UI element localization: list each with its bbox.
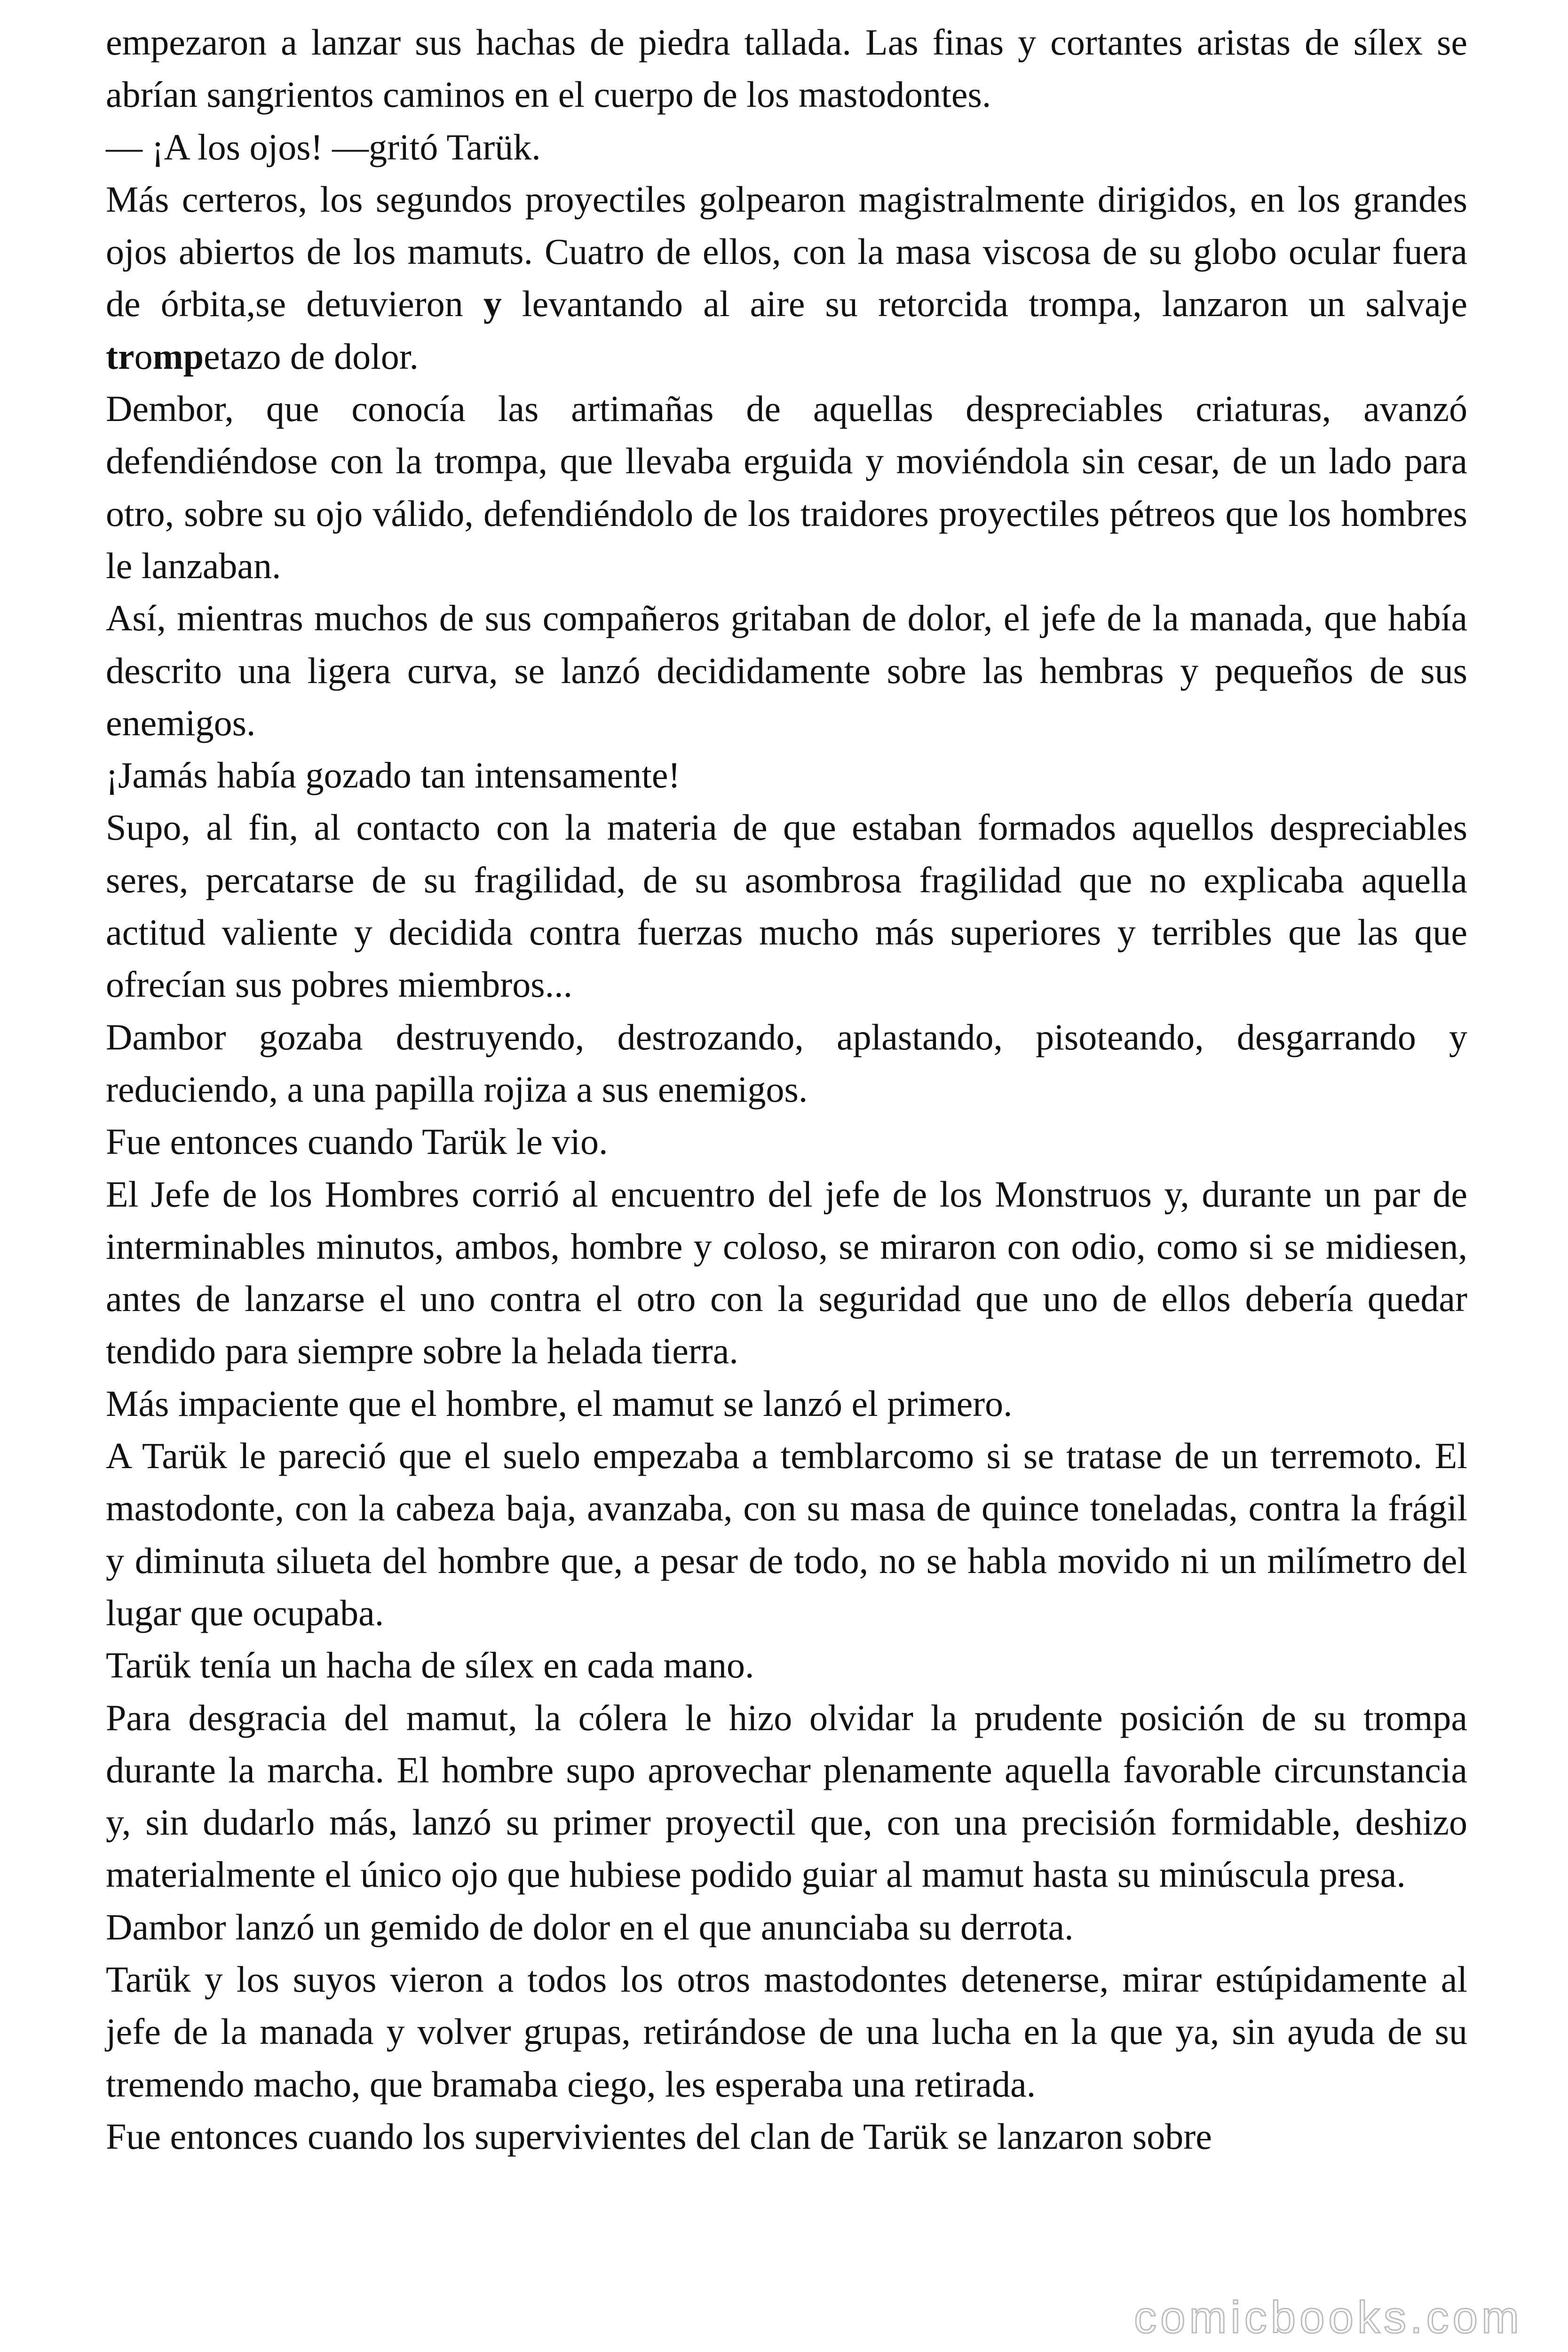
paragraph — [106, 2110, 1467, 2162]
text-segment: Más impaciente que el hombre, el mamut se lanzó el primero. — [106, 1383, 1013, 1424]
text-segment: Dambor lanzó un gemido de dolor en el que anunciaba su derrota. — [106, 1906, 1074, 1947]
bold-text-segment: mp — [152, 335, 204, 377]
bold-text-segment: y — [483, 283, 502, 325]
text-segment: Dambor gozaba destruyendo, destrozando, aplastando, pisoteando, desgarrando y reduciendo, a una papilla rojiza a sus enemigos. — [106, 1016, 1467, 1110]
paragraph — [106, 801, 1467, 1010]
text-segment: Para desgracia del mamut, la cólera le hizo olvidar la prudente posición de su trompa durante la marcha. El hombre supo aprovechar plenamente aquella favorable circunstancia y, sin dudarlo más, lanzó su primer proyectil que, con una precisión formidable, deshizo materialmente el único ojo que hubiese podido guiar al mamut hasta su minúscula presa. — [106, 1697, 1467, 1895]
text-segment: Más certeros, los segundos proyectiles golpearon magistralmente dirigidos, en los grandes ojos abiertos de los mamuts. Cuatro de ellos, con la masa viscosa de su globo ocular fuera de órbita,se detuvieron — [106, 178, 1467, 325]
paragraph — [106, 1639, 1467, 1691]
paragraph — [106, 1377, 1467, 1430]
paragraph — [106, 1115, 1467, 1168]
text-segment: Fue entonces cuando Tarük le vio. — [106, 1121, 608, 1162]
paragraph — [106, 121, 1467, 173]
paragraph — [106, 592, 1467, 749]
paragraph — [106, 1168, 1467, 1377]
text-segment: Dembor, que conocía las artimañas de aquellas despreciables criaturas, avanzó defendiéndose con la trompa, que llevaba erguida y moviéndola sin cesar, de un lado para otro, sobre su ojo válido, defendiéndolo de los traidores proyectiles pétreos que los hombres le lanzaban. — [106, 388, 1467, 586]
paragraph — [106, 1430, 1467, 1639]
text-segment: — ¡A los ojos! —gritó Tarük. — [106, 126, 541, 167]
text-segment: levantando al aire su retorcida trompa, lanzaron un salvaje — [501, 283, 1467, 325]
paragraph — [106, 1953, 1467, 2110]
paragraph — [106, 16, 1467, 121]
page-text — [106, 16, 1467, 2162]
text-segment: etazo de dolor. — [203, 335, 419, 377]
text-segment: Supo, al fin, al contacto con la materia de que estaban formados aquellos despreciables seres, percatarse de su fragilidad, de su asombrosa fragilidad que no explicaba aquella actitud valiente y decidida contra fuerzas mucho más superiores y terribles que las que ofrecían sus pobres miembros... — [106, 807, 1467, 1005]
text-segment: Tarük y los suyos vieron a todos los otros mastodontes detenerse, mirar estúpidamente al jefe de la manada y volver grupas, retirándose de una lucha en la que ya, sin ayuda de su tremendo macho, que bramaba ciego, les esperaba una retirada. — [106, 1958, 1467, 2105]
paragraph — [106, 382, 1467, 592]
watermark: comicbooks.com — [1134, 2292, 1523, 2343]
text-segment: empezaron a lanzar sus hachas de piedra tallada. Las finas y cortantes aristas de sílex se abrían sangrientos caminos en el cuerpo de los mastodontes. — [106, 22, 1467, 115]
text-segment: Fue entonces cuando los supervivientes del clan de Tarük se lanzaron sobre — [106, 2115, 1212, 2157]
text-segment: Tarük tenía un hacha de sílex en cada mano. — [106, 1645, 754, 1686]
paragraph — [106, 1011, 1467, 1116]
paragraph — [106, 1692, 1467, 1901]
text-segment: A Tarük le pareció que el suelo empezaba a temblarcomo si se tratase de un terremoto. El mastodonte, con la cabeza baja, avanzaba, con su masa de quince toneladas, contra la frágil y diminuta silueta del hombre que, a pesar de todo, no se habla movido ni un milímetro del lugar que ocupaba. — [106, 1435, 1467, 1633]
text-segment: ¡Jamás había gozado tan intensamente! — [106, 755, 681, 796]
text-segment: o — [134, 335, 153, 377]
text-segment: Así, mientras muchos de sus compañeros gritaban de dolor, el jefe de la manada, que había descrito una ligera curva, se lanzó decididamente sobre las hembras y pequeños de sus enemigos. — [106, 597, 1467, 743]
paragraph — [106, 173, 1467, 382]
bold-text-segment: tr — [106, 335, 135, 377]
paragraph — [106, 749, 1467, 801]
paragraph — [106, 1901, 1467, 1953]
text-segment: El Jefe de los Hombres corrió al encuentro del jefe de los Monstruos y, durante un par de interminables minutos, ambos, hombre y coloso, se miraron con odio, como si se midiesen, antes de lanzarse el uno contra el otro con la seguridad que uno de ellos debería quedar tendido para siempre sobre la helada tierra. — [106, 1173, 1467, 1372]
